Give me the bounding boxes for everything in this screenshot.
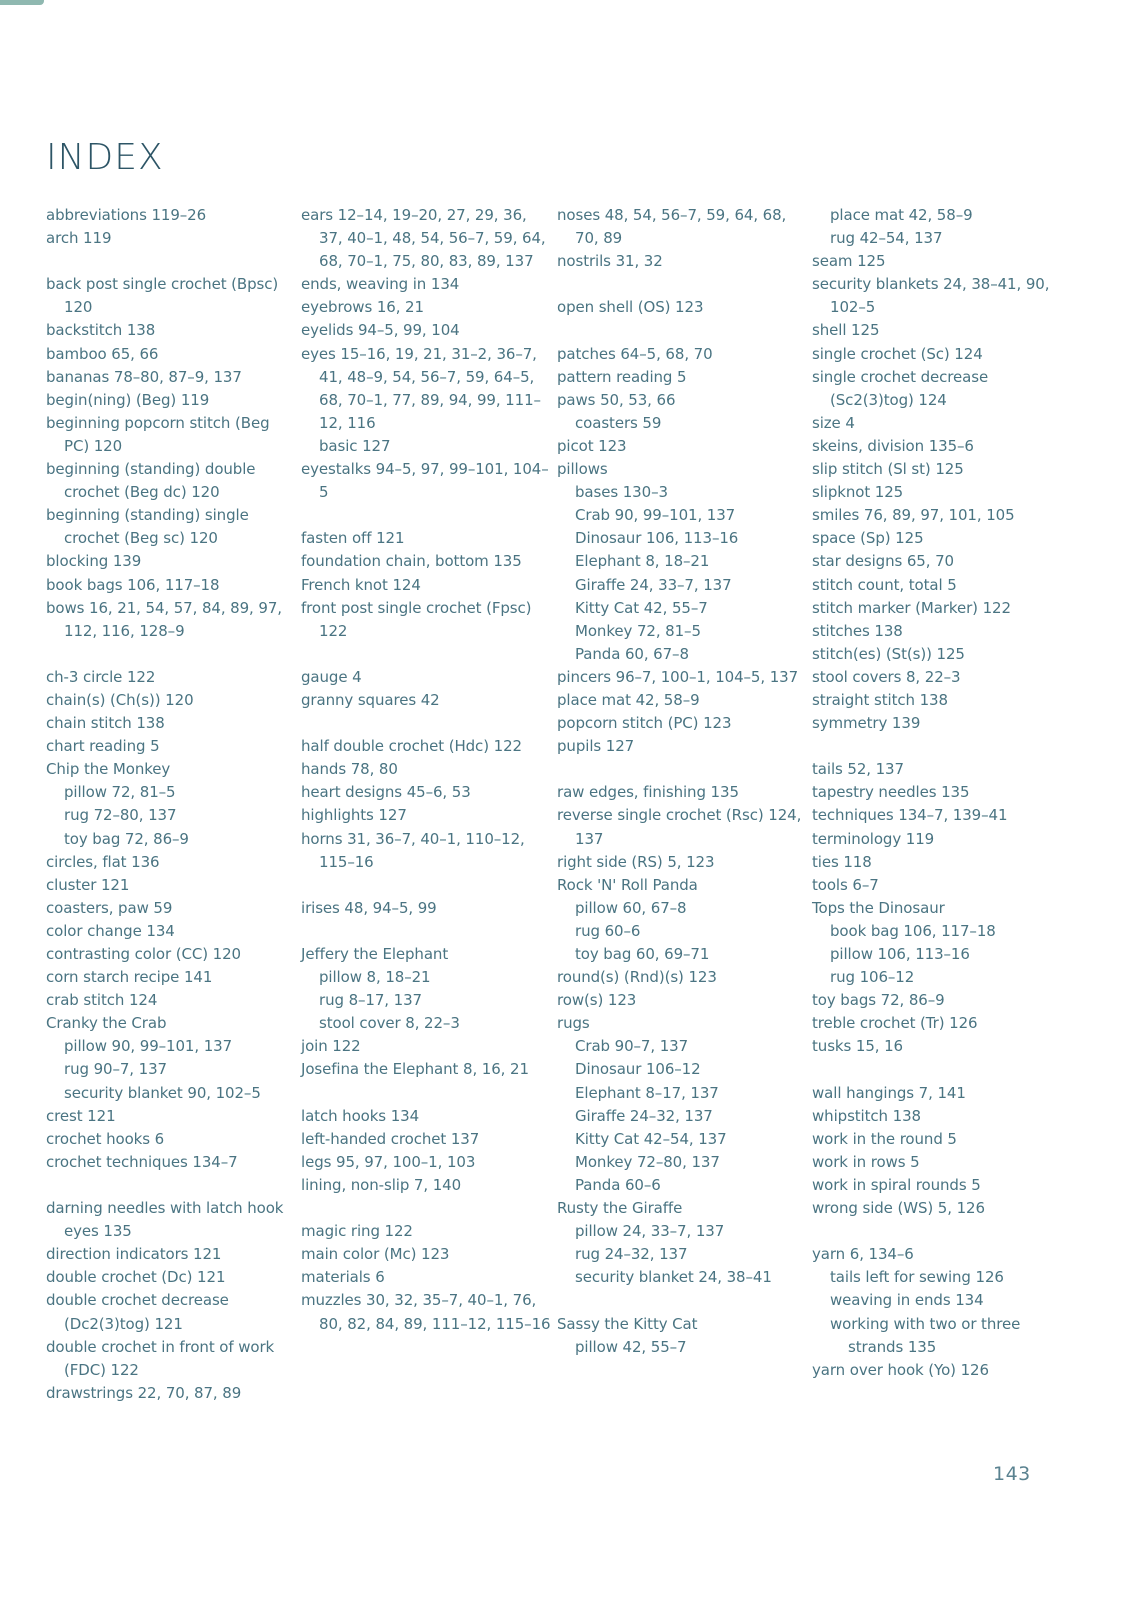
index-subentry: security blanket 90, 102–5 [64, 1083, 261, 1102]
index-subentry: book bag 106, 117–18 [830, 921, 996, 940]
index-entry: muzzles 30, 32, 35–7, 40–1, 76, 80, 82, 84, 89, 111–12, 115–16 [301, 1291, 551, 1333]
index-subentry: Giraffe 24, 33–7, 137 [575, 575, 732, 594]
index-subentry: rug 72–80, 137 [64, 806, 177, 825]
index-entry: eyelids 94–5, 99, 104 [301, 321, 460, 340]
index-entry: chart reading 5 [46, 737, 160, 756]
index-entry: fasten off 121 [301, 529, 405, 548]
index-entry: shell 125 [812, 321, 880, 340]
index-entry: nostrils 31, 32 [557, 252, 663, 271]
index-entry: hands 78, 80 [301, 760, 398, 779]
index-entry: back post single crochet (Bpsc) 120 [46, 275, 279, 317]
index-entry: eyestalks 94–5, 97, 99–101, 104–5 [301, 460, 549, 502]
index-entry: circles, flat 136 [46, 852, 160, 871]
index-entry: Rock 'N' Roll Panda [557, 875, 698, 894]
index-entry: wrong side (WS) 5, 126 [812, 1199, 985, 1218]
index-entry: crab stitch 124 [46, 991, 158, 1010]
index-entry: double crochet in front of work (FDC) 122 [46, 1337, 275, 1379]
index-entry: symmetry 139 [812, 714, 921, 733]
index-entry: book bags 106, 117–18 [46, 575, 220, 594]
index-entry: stool covers 8, 22–3 [812, 667, 961, 686]
index-entry: terminology 119 [812, 829, 935, 848]
index-entry: darning needles with latch hook eyes 135 [46, 1199, 284, 1241]
entry-spacer [557, 319, 807, 342]
index-entry: smiles 76, 89, 97, 101, 105 [812, 506, 1015, 525]
index-entry: arch 119 [46, 229, 112, 248]
index-entry: rugs [557, 1014, 590, 1033]
index-entry: double crochet decrease (Dc2(3)tog) 121 [46, 1291, 229, 1333]
index-column-2 [301, 204, 551, 1336]
index-entry: eyebrows 16, 21 [301, 298, 424, 317]
entry-spacer [46, 643, 296, 666]
index-entry: round(s) (Rnd)(s) 123 [557, 968, 717, 987]
index-entry: left-handed crochet 137 [301, 1129, 480, 1148]
index-subentry: working with two or three strands 135 [830, 1314, 1021, 1356]
index-entry: begin(ning) (Beg) 119 [46, 390, 210, 409]
index-subentry: Monkey 72–80, 137 [575, 1152, 720, 1171]
index-entry: irises 48, 94–5, 99 [301, 898, 437, 917]
index-entry: Rusty the Giraffe [557, 1199, 683, 1218]
index-entry: abbreviations 119–26 [46, 206, 207, 224]
entry-spacer [557, 1289, 807, 1312]
index-entry: ears 12–14, 19–20, 27, 29, 36, 37, 40–1, 48, 54, 56–7, 59, 64, 68, 70–1, 75, 80, 83, 89, 137 [301, 206, 546, 271]
index-entry: work in spiral rounds 5 [812, 1175, 981, 1194]
index-subentry: Elephant 8–17, 137 [575, 1083, 719, 1102]
index-entry: backstitch 138 [46, 321, 156, 340]
index-subentry: tails left for sewing 126 [830, 1268, 1004, 1287]
index-entry: yarn 6, 134–6 [812, 1245, 914, 1264]
index-subentry: Kitty Cat 42–54, 137 [575, 1129, 727, 1148]
index-entry: popcorn stitch (PC) 123 [557, 714, 732, 733]
index-entry: pillows [557, 460, 608, 479]
index-entry: tools 6–7 [812, 875, 879, 894]
entry-spacer [812, 1220, 1062, 1243]
index-entry: paws 50, 53, 66 [557, 390, 676, 409]
index-subentry: pillow 72, 81–5 [64, 783, 176, 802]
index-entry: pattern reading 5 [557, 367, 687, 386]
index-entry: seam 125 [812, 252, 886, 271]
index-entry: chain stitch 138 [46, 714, 165, 733]
index-entry: bamboo 65, 66 [46, 344, 159, 363]
entry-spacer [301, 643, 551, 666]
index-subentry: rug 24–32, 137 [575, 1245, 688, 1264]
index-subentry: Crab 90–7, 137 [575, 1037, 689, 1056]
index-subentry: Crab 90, 99–101, 137 [575, 506, 736, 525]
index-entry: slipknot 125 [812, 483, 904, 502]
index-entry: toy bags 72, 86–9 [812, 991, 945, 1010]
index-entry: tapestry needles 135 [812, 783, 970, 802]
index-subentry: Monkey 72, 81–5 [575, 621, 701, 640]
index-subentry: coasters 59 [575, 413, 662, 432]
index-entry: cluster 121 [46, 875, 130, 894]
index-entry: granny squares 42 [301, 690, 440, 709]
index-subentry: pillow 106, 113–16 [830, 945, 970, 963]
index-entry: color change 134 [46, 921, 175, 940]
index-subentry: pillow 60, 67–8 [575, 898, 687, 917]
index-entry: work in rows 5 [812, 1152, 920, 1171]
index-entry: coasters, paw 59 [46, 898, 173, 917]
entry-spacer [46, 250, 296, 273]
index-subentry: Elephant 8, 18–21 [575, 552, 710, 571]
index-subentry: pillow 90, 99–101, 137 [64, 1037, 233, 1056]
index-entry: beginning (standing) single crochet (Beg sc) 120 [46, 506, 249, 548]
index-entry: materials 6 [301, 1268, 385, 1287]
index-entry: star designs 65, 70 [812, 552, 954, 571]
index-entry: space (Sp) 125 [812, 529, 924, 548]
index-subentry: rug 106–12 [830, 968, 915, 987]
entry-spacer [301, 712, 551, 735]
index-entry: security blankets 24, 38–41, 90, 102–5 [812, 275, 1050, 317]
index-subentry: place mat 42, 58–9 [830, 206, 973, 224]
corner-decoration [0, 0, 44, 5]
index-entry: join 122 [301, 1037, 361, 1056]
index-entry: front post single crochet (Fpsc) 122 [301, 598, 532, 640]
index-column-3 [557, 204, 807, 1359]
index-entry: heart designs 45–6, 53 [301, 783, 471, 802]
index-subentry: weaving in ends 134 [830, 1291, 984, 1310]
index-entry: single crochet (Sc) 124 [812, 344, 983, 363]
index-entry: slip stitch (Sl st) 125 [812, 460, 964, 479]
index-entry: crest 121 [46, 1106, 116, 1125]
index-subentry: pillow 42, 55–7 [575, 1337, 687, 1356]
index-entry: raw edges, finishing 135 [557, 783, 739, 802]
index-entry: picot 123 [557, 436, 627, 455]
index-subentry: security blanket 24, 38–41 [575, 1268, 772, 1287]
index-entry: Chip the Monkey [46, 760, 171, 779]
index-entry: main color (Mc) 123 [301, 1245, 450, 1264]
entry-spacer [301, 874, 551, 897]
index-entry: row(s) 123 [557, 991, 637, 1010]
entry-spacer [557, 758, 807, 781]
index-entry: beginning popcorn stitch (Beg PC) 120 [46, 413, 270, 455]
index-entry: highlights 127 [301, 806, 407, 825]
entry-spacer [557, 273, 807, 296]
index-subentry: toy bag 60, 69–71 [575, 945, 710, 963]
index-subentry: Dinosaur 106, 113–16 [575, 529, 739, 548]
index-entry: ends, weaving in 134 [301, 275, 460, 294]
index-entry: stitch count, total 5 [812, 575, 957, 594]
index-entry: direction indicators 121 [46, 1245, 222, 1264]
index-entry: bananas 78–80, 87–9, 137 [46, 367, 242, 386]
entry-spacer [301, 1082, 551, 1105]
index-entry: foundation chain, bottom 135 [301, 552, 522, 571]
index-column-1 [46, 204, 296, 1405]
index-entry: open shell (OS) 123 [557, 298, 704, 317]
index-entry: pincers 96–7, 100–1, 104–5, 137 [557, 667, 799, 686]
page-number: 143 [993, 1463, 1031, 1485]
index-subentry: Giraffe 24–32, 137 [575, 1106, 713, 1125]
index-entry: ties 118 [812, 852, 872, 871]
index-entry: tusks 15, 16 [812, 1037, 903, 1056]
index-entry: stitch(es) (St(s)) 125 [812, 644, 965, 663]
index-subentry: Panda 60–6 [575, 1175, 661, 1194]
index-entry: lining, non-slip 7, 140 [301, 1175, 462, 1194]
index-entry: ch-3 circle 122 [46, 667, 156, 686]
index-subentry: toy bag 72, 86–9 [64, 829, 189, 848]
index-entry: legs 95, 97, 100–1, 103 [301, 1152, 476, 1171]
index-entry: chain(s) (Ch(s)) 120 [46, 690, 194, 709]
index-subentry: rug 90–7, 137 [64, 1060, 167, 1079]
index-entry: Sassy the Kitty Cat [557, 1314, 698, 1333]
index-entry: noses 48, 54, 56–7, 59, 64, 68, 70, 89 [557, 206, 787, 248]
index-entry: Cranky the Crab [46, 1014, 167, 1033]
index-entry: eyes 15–16, 19, 21, 31–2, 36–7, 41, 48–9, 54, 56–7, 59, 64–5, 68, 70–1, 77, 89, 94, 99, 111–12, 116 [301, 344, 541, 432]
index-entry: horns 31, 36–7, 40–1, 110–12, 115–16 [301, 829, 525, 871]
page-title: INDEX [46, 137, 164, 178]
entry-spacer [301, 920, 551, 943]
index-entry: straight stitch 138 [812, 690, 948, 709]
index-entry: stitches 138 [812, 621, 903, 640]
entry-spacer [46, 1174, 296, 1197]
index-entry: wall hangings 7, 141 [812, 1083, 966, 1102]
index-subentry: basic 127 [319, 436, 391, 455]
index-entry: corn starch recipe 141 [46, 968, 213, 987]
index-entry: size 4 [812, 413, 855, 432]
index-entry: beginning (standing) double crochet (Beg dc) 120 [46, 460, 256, 502]
index-entry: drawstrings 22, 70, 87, 89 [46, 1383, 242, 1402]
index-subentry: Kitty Cat 42, 55–7 [575, 598, 708, 617]
entry-spacer [812, 1058, 1062, 1081]
index-entry: bows 16, 21, 54, 57, 84, 89, 97, 112, 116, 128–9 [46, 598, 282, 640]
index-entry: whipstitch 138 [812, 1106, 921, 1125]
entry-spacer [301, 504, 551, 527]
index-entry: yarn over hook (Yo) 126 [812, 1360, 989, 1379]
index-subentry: Dinosaur 106–12 [575, 1060, 701, 1079]
entry-spacer [301, 1197, 551, 1220]
index-subentry: rug 8–17, 137 [319, 991, 422, 1010]
index-subentry: bases 130–3 [575, 483, 668, 502]
index-entry: Jeffery the Elephant [301, 945, 449, 963]
index-entry: work in the round 5 [812, 1129, 957, 1148]
index-column-4 [812, 204, 1062, 1382]
index-entry: double crochet (Dc) 121 [46, 1268, 226, 1287]
index-subentry: rug 42–54, 137 [830, 229, 943, 248]
index-entry: reverse single crochet (Rsc) 124, 137 [557, 806, 802, 848]
index-entry: magic ring 122 [301, 1222, 413, 1241]
index-entry: gauge 4 [301, 667, 362, 686]
index-subentry: pillow 8, 18–21 [319, 968, 431, 987]
index-entry: half double crochet (Hdc) 122 [301, 737, 522, 756]
index-entry: Tops the Dinosaur [812, 898, 945, 917]
index-entry: crochet hooks 6 [46, 1129, 165, 1148]
entry-spacer [812, 735, 1062, 758]
index-entry: place mat 42, 58–9 [557, 690, 700, 709]
index-entry: latch hooks 134 [301, 1106, 420, 1125]
index-entry: skeins, division 135–6 [812, 436, 974, 455]
index-subentry: stool cover 8, 22–3 [319, 1014, 460, 1033]
index-subentry: rug 60–6 [575, 921, 641, 940]
index-entry: contrasting color (CC) 120 [46, 945, 241, 963]
index-entry: crochet techniques 134–7 [46, 1152, 238, 1171]
index-subentry: pillow 24, 33–7, 137 [575, 1222, 725, 1241]
index-entry: patches 64–5, 68, 70 [557, 344, 713, 363]
index-entry: Josefina the Elephant 8, 16, 21 [301, 1060, 529, 1079]
index-entry: French knot 124 [301, 575, 421, 594]
index-entry: treble crochet (Tr) 126 [812, 1014, 978, 1033]
index-entry: tails 52, 137 [812, 760, 904, 779]
index-entry: stitch marker (Marker) 122 [812, 598, 1011, 617]
index-entry: blocking 139 [46, 552, 142, 571]
index-entry: right side (RS) 5, 123 [557, 852, 715, 871]
index-entry: single crochet decrease (Sc2(3)tog) 124 [812, 367, 989, 409]
index-entry: pupils 127 [557, 737, 635, 756]
index-subentry: Panda 60, 67–8 [575, 644, 689, 663]
index-entry: techniques 134–7, 139–41 [812, 806, 1008, 825]
